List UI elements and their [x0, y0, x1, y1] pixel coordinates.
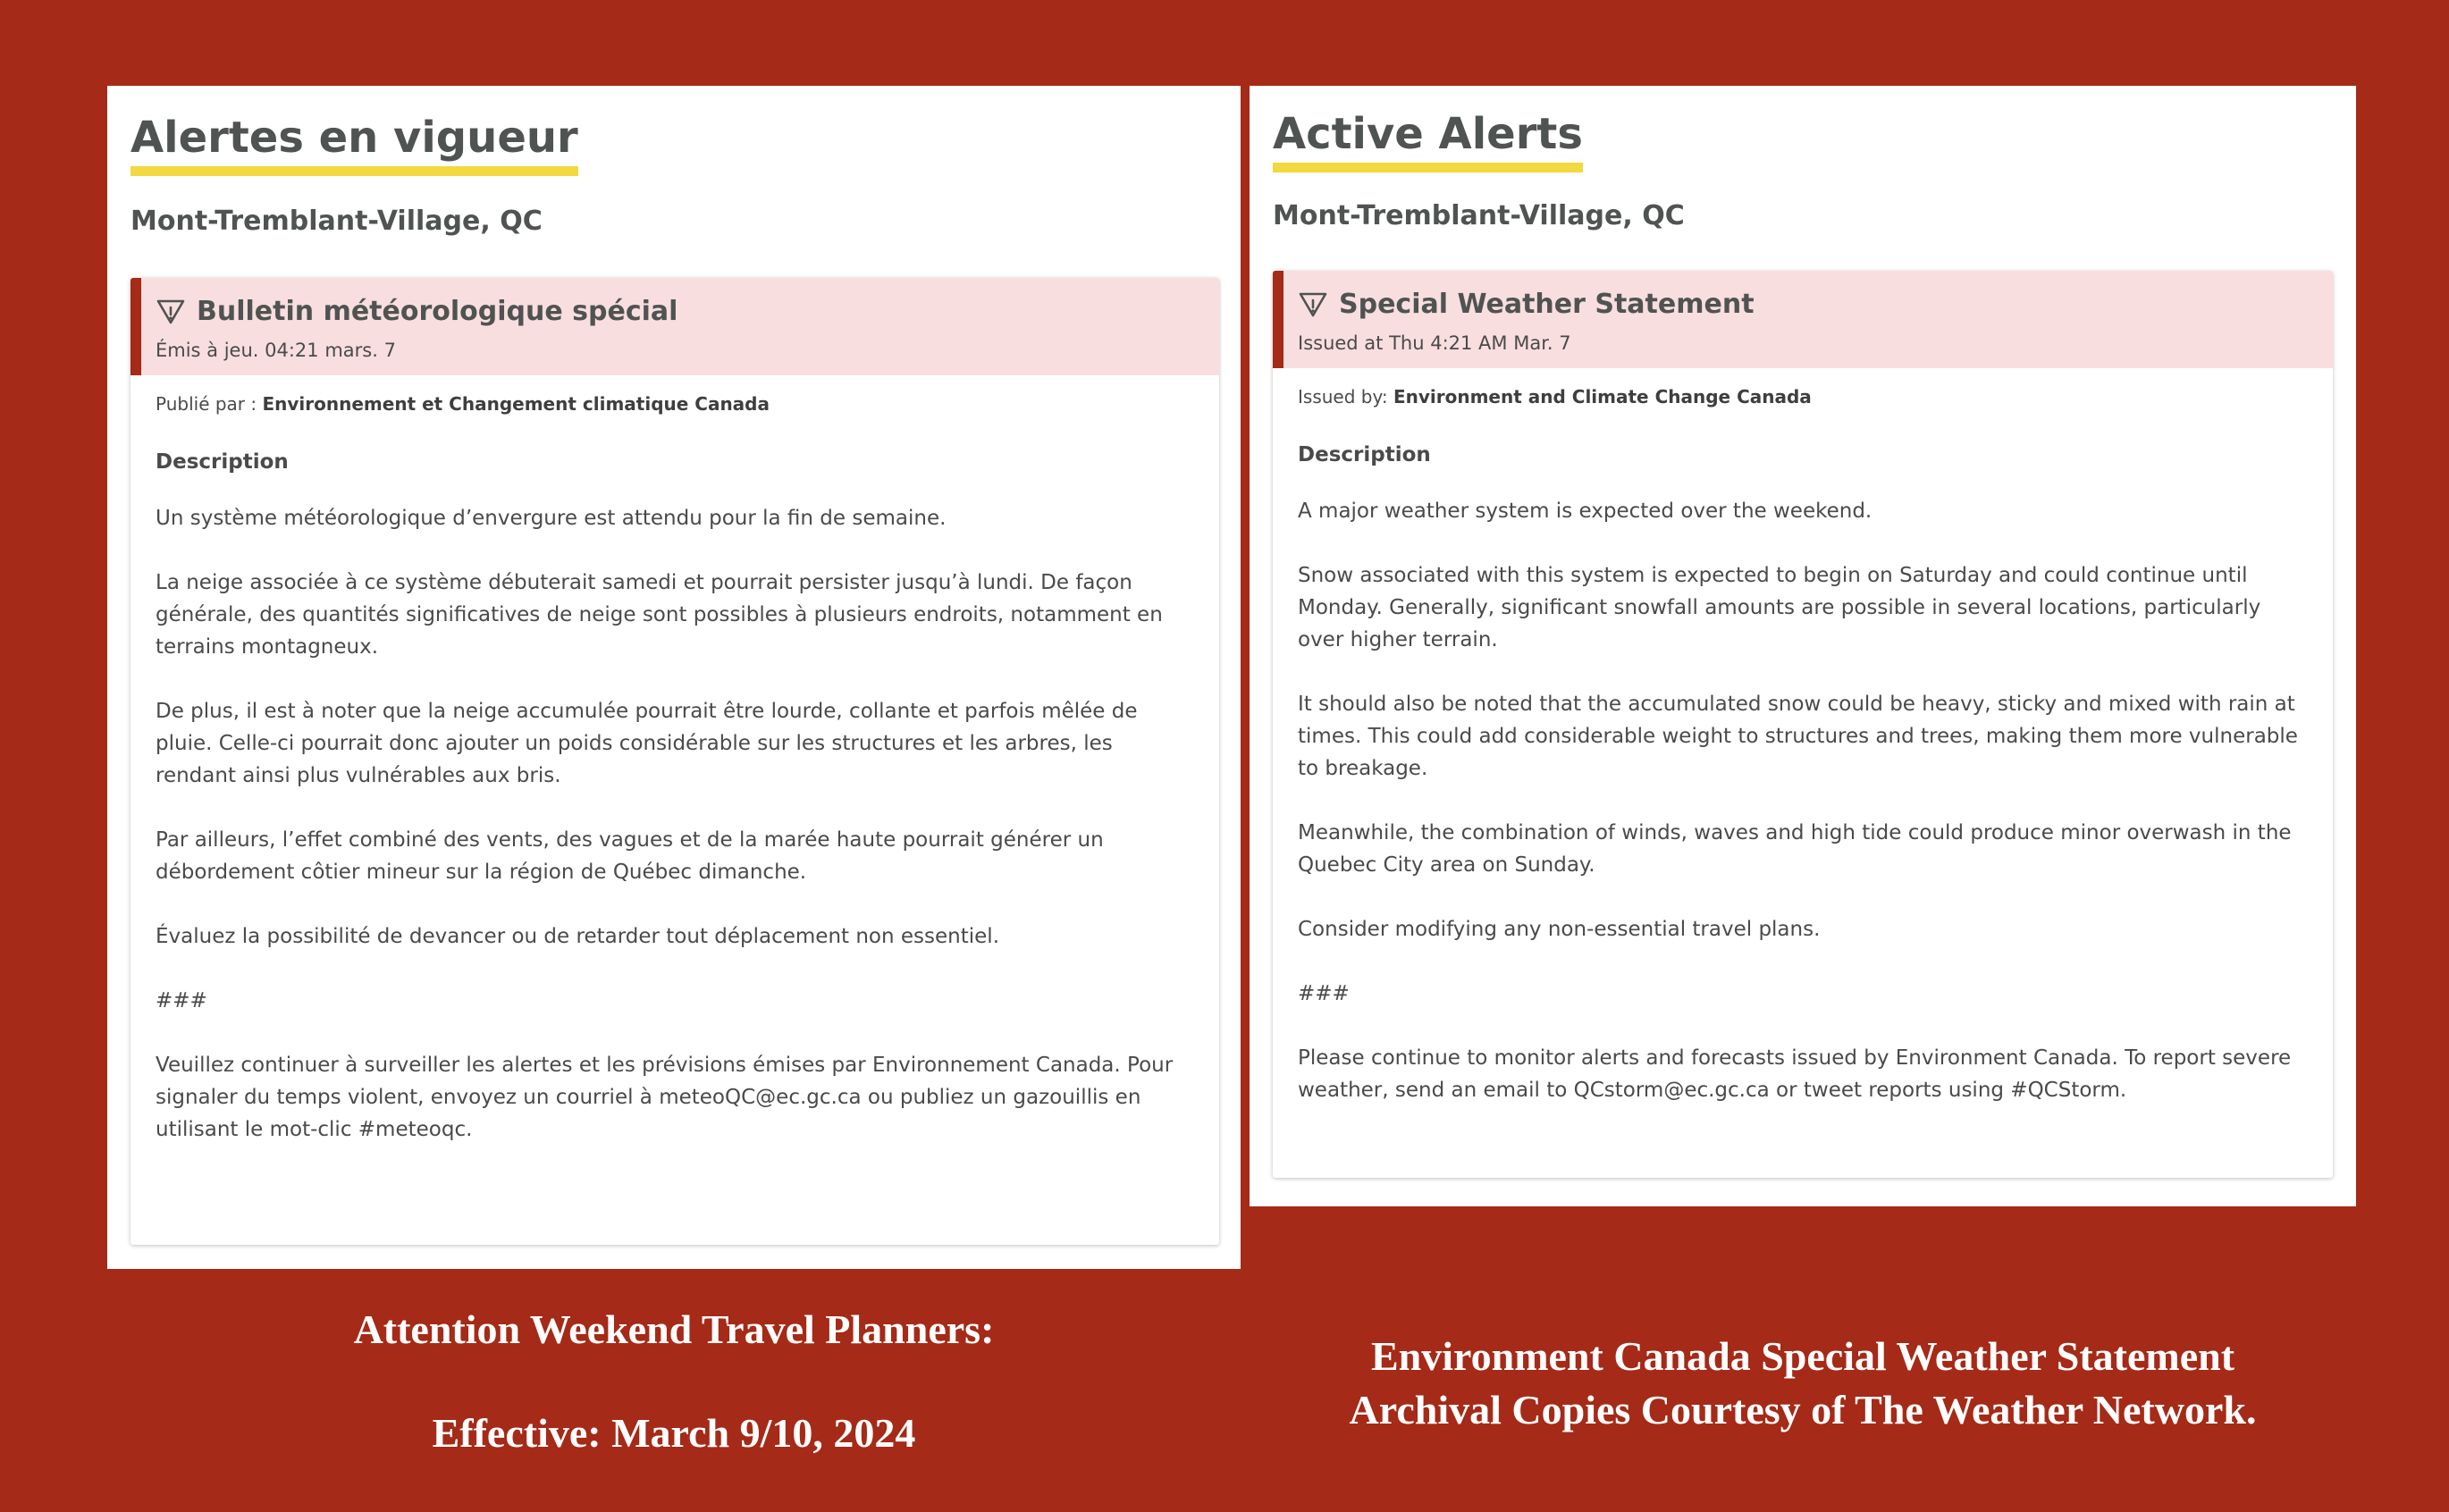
caption-travel-planners: Attention Weekend Travel Planners:	[353, 1306, 995, 1352]
title-underline	[1273, 163, 1583, 172]
alert-card	[1273, 271, 2333, 1178]
description-paragraph: A major weather system is expected over the weekend.	[1298, 500, 1873, 523]
alert-title: Special Weather Statement	[1339, 289, 1755, 320]
alert-body	[130, 375, 1219, 1146]
description-paragraph: Par ailleurs, l’effet combiné des vents, des vagues et de la marée haute pourrait générer un débordement côtier mineur sur la région de Québec dimanche.	[156, 828, 1104, 884]
warning-triangle-icon	[1298, 291, 1328, 318]
description-paragraph: Un système météorologique d’envergure est attendu pour la fin de semaine.	[156, 507, 947, 530]
description-paragraph: It should also be noted that the accumulated snow could be heavy, sticky and mixed with rain at times. This could add considerable weight to structures and trees, making them more vulnerable to breakage.	[1298, 693, 2298, 780]
panel-title: Active Alerts	[1273, 109, 1583, 172]
alert-issued-time: Issued at Thu 4:21 AM Mar. 7	[1298, 332, 1571, 354]
description-paragraph: Meanwhile, the combination of winds, waves and high tide could produce minor overwash in the Quebec City area on Sunday.	[1298, 821, 2292, 877]
issuer-name: Environnement et Changement climatique Canada	[262, 393, 770, 415]
alert-issued-time: Émis à jeu. 04:21 mars. 7	[156, 340, 396, 361]
alerts-panel-english	[1250, 86, 2356, 1206]
issued-by: Issued by: Environment and Climate Change Canada	[1298, 386, 1812, 407]
panel-title: Alertes en vigueur	[130, 113, 578, 176]
description-heading: Description	[1298, 443, 1431, 466]
description-paragraph: Évaluez la possibilité de devancer ou de retarder tout déplacement non essentiel.	[156, 925, 999, 948]
description-paragraph: Please continue to monitor alerts and forecasts issued by Environment Canada. To report severe weather, send an email to QCstorm@ec.gc.ca or tweet reports using #QCStorm.	[1298, 1046, 2292, 1102]
caption-effective-date: Effective: March 9/10, 2024	[432, 1410, 916, 1456]
description-heading: Description	[156, 450, 289, 474]
alert-body	[1273, 368, 2333, 1106]
location-label: Mont-Tremblant-Village, QC	[1273, 200, 1685, 231]
description-paragraph: Snow associated with this system is expected to begin on Saturday and could continue until Monday. Generally, significant snowfall amounts are possible in several locations, particularly over higher terrain.	[1298, 564, 2261, 651]
alerts-panel-french	[107, 86, 1241, 1269]
alert-title: Bulletin météorologique spécial	[197, 296, 678, 327]
warning-triangle-icon	[156, 298, 186, 325]
description-paragraph: Veuillez continuer à surveiller les alertes et les prévisions émises par Environnement Canada. Pour signaler du temps violent, envoyez un courriel à meteoQC@ec.gc.ca ou publiez un gazouillis en utilisant le mot-clic #meteoqc.	[156, 1054, 1174, 1141]
description-separator: ###	[1298, 982, 1350, 1005]
caption-statement-title: Environment Canada Special Weather Statement	[1370, 1333, 2235, 1379]
alert-card	[130, 278, 1219, 1245]
alert-header[interactable]	[1273, 271, 2333, 368]
description-separator: ###	[156, 989, 207, 1012]
title-underline	[130, 166, 578, 176]
issuer-name: Environment and Climate Change Canada	[1393, 386, 1812, 407]
caption-courtesy: Archival Copies Courtesy of The Weather Network.	[1349, 1387, 2257, 1432]
issued-by: Publié par : Environnement et Changement climatique Canada	[156, 393, 770, 415]
description-paragraph: Consider modifying any non-essential travel plans.	[1298, 918, 1821, 941]
description-paragraph: La neige associée à ce système débuterait samedi et pourrait persister jusqu’à lundi. De façon générale, des quantités significatives de neige sont possibles à plusieurs endroits, notamment en terrains montagneux.	[156, 571, 1163, 659]
description-paragraph: De plus, il est à noter que la neige accumulée pourrait être lourde, collante et parfois mêlée de pluie. Celle-ci pourrait donc ajouter un poids considérable sur les structures et les arbres, les rendant ainsi plus vulnérables aux bris.	[156, 700, 1138, 787]
location-label: Mont-Tremblant-Village, QC	[130, 206, 543, 237]
alert-header[interactable]	[130, 278, 1219, 375]
